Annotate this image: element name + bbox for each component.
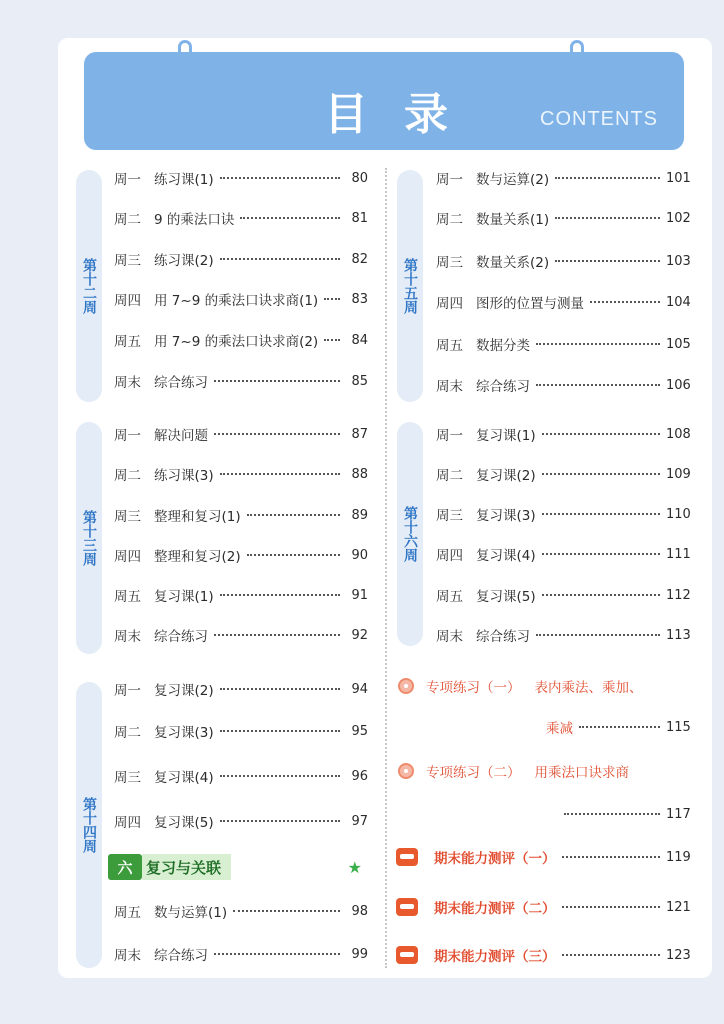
toc-title: 用 7~9 的乘法口诀求商(2) [154,334,319,350]
star-icon: ★ [347,857,362,877]
toc-entry[interactable] [114,584,368,606]
toc-title: 期末能力测评（三） [434,949,556,965]
toc-page: 96 [351,768,368,784]
leader-dots [562,954,661,956]
toc-day: 周四 [436,296,463,312]
leader-dots [562,906,661,908]
toc-day: 周一 [436,428,463,444]
toc-entry[interactable] [114,765,368,787]
toc-day: 周三 [114,770,141,786]
toc-title: 专项练习（二） [426,765,521,781]
toc-day: 周三 [436,255,463,271]
toc-title: 复习课(1) [476,428,536,444]
toc-subtitle: 乘减 [546,721,573,737]
toc-entry[interactable] [114,810,368,832]
toc-title: 综合练习 [154,629,208,645]
toc-page: 123 [666,947,691,963]
toc-title: 综合练习 [476,629,530,645]
leader-dots [214,634,340,636]
toc-title: 复习课(3) [154,725,214,741]
toc-day: 周二 [114,468,141,484]
toc-title: 数量关系(1) [476,212,550,228]
toc-subtitle: 表内乘法、乘加、 [534,680,643,696]
toc-entry[interactable] [436,543,691,565]
toc-day: 周末 [114,629,141,645]
special-practice-entry[interactable] [398,760,688,782]
leader-dots [324,298,340,300]
leader-dots [536,343,660,345]
leader-dots [220,473,340,475]
toc-day: 周二 [114,725,141,741]
contents-header [84,52,684,150]
toc-day: 周四 [436,548,463,564]
toc-day: 周五 [436,589,463,605]
toc-page: 91 [351,587,368,603]
toc-page: 112 [666,587,691,603]
toc-page: 88 [351,466,368,482]
toc-page: 101 [666,170,691,186]
toc-day: 周一 [114,683,141,699]
toc-title: 整理和复习(2) [154,549,241,565]
toc-day: 周四 [114,293,141,309]
toc-page: 83 [351,291,368,307]
week-16-bar: 第十六周 [397,422,423,646]
toc-title: 整理和复习(1) [154,509,241,525]
unit-title: 复习与关联 [142,854,231,880]
toc-page: 82 [351,251,368,267]
toc-page: 109 [666,466,691,482]
graduation-cap-icon [396,946,418,964]
toc-page: 85 [351,373,368,389]
week-14-bar: 第十四周 [76,682,102,968]
toc-entry[interactable] [436,333,691,355]
leader-dots [220,775,340,777]
page-title: 目录 [324,89,484,140]
leader-dots [542,553,660,555]
toc-title: 复习课(4) [476,548,536,564]
leader-dots [555,177,660,179]
leader-dots [555,217,660,219]
week-13-bar: 第十三周 [76,422,102,654]
toc-entry[interactable] [114,463,368,485]
toc-day: 周五 [114,589,141,605]
final-exam-entry[interactable] [396,846,691,868]
leader-dots [220,730,340,732]
leader-dots [220,177,340,179]
leader-dots [214,433,340,435]
leader-dots [542,433,660,435]
toc-page: 110 [666,506,691,522]
leader-dots [233,910,340,912]
toc-entry[interactable] [114,720,368,742]
week-15-bar: 第十五周 [397,170,423,402]
toc-title: 复习课(3) [476,508,536,524]
toc-title: 复习课(1) [154,589,214,605]
toc-day: 周四 [114,815,141,831]
leader-dots [579,726,660,728]
toc-title: 9 的乘法口诀 [154,212,235,228]
leader-dots [247,554,340,556]
toc-entry[interactable] [436,374,691,396]
toc-day: 周五 [114,905,141,921]
toc-title: 综合练习 [476,379,530,395]
toc-title: 解决问题 [154,428,208,444]
toc-page: 108 [666,426,691,442]
toc-day: 周一 [436,172,463,188]
toc-page: 105 [666,336,691,352]
toc-title: 综合练习 [154,375,208,391]
graduation-cap-icon [396,898,418,916]
toc-title: 复习课(5) [154,815,214,831]
leader-dots [214,380,340,382]
leader-dots [220,820,340,822]
leader-dots [240,217,340,219]
unit-badge: 六 [108,854,142,880]
toc-day: 周二 [436,468,463,484]
toc-entry[interactable] [436,503,691,525]
toc-day: 周末 [114,375,141,391]
toc-day: 周二 [436,212,463,228]
toc-title: 用 7~9 的乘法口诀求商(1) [154,293,319,309]
toc-page: 117 [666,806,691,822]
toc-day: 周末 [436,379,463,395]
toc-title: 专项练习（一） [426,680,521,696]
toc-page: 99 [351,946,368,962]
toc-page: 104 [666,294,691,310]
toc-title: 复习课(2) [154,683,214,699]
toc-title: 期末能力测评（一） [434,851,556,867]
toc-entry[interactable] [114,943,368,965]
practice-icon [398,763,414,779]
final-exam-entry[interactable] [396,944,691,966]
toc-entry[interactable] [436,207,691,229]
toc-entry[interactable] [114,207,368,229]
leader-dots [562,856,661,858]
toc-title: 复习课(5) [476,589,536,605]
toc-entry[interactable] [114,900,368,922]
toc-page: 115 [666,719,691,735]
toc-entry[interactable] [114,423,368,445]
leader-dots [220,594,340,596]
toc-page: 121 [666,899,691,915]
toc-page: 89 [351,507,368,523]
toc-page: 113 [666,627,691,643]
toc-day: 周一 [114,172,141,188]
toc-day: 周三 [114,253,141,269]
toc-day: 周一 [114,428,141,444]
toc-page: 87 [351,426,368,442]
special-practice-continuation [546,716,691,738]
toc-entry[interactable] [114,624,368,646]
toc-title: 练习课(1) [154,172,214,188]
toc-page: 111 [666,546,691,562]
toc-title: 数量关系(2) [476,255,550,271]
toc-entry[interactable] [436,167,691,189]
leader-dots [542,594,660,596]
toc-day: 周四 [114,549,141,565]
toc-title: 复习课(4) [154,770,214,786]
toc-title: 数与运算(2) [476,172,550,188]
leader-dots [536,634,660,636]
practice-icon [398,678,414,694]
toc-day: 周三 [114,509,141,525]
toc-page: 102 [666,210,691,226]
toc-entry[interactable] [436,624,691,646]
toc-page: 98 [351,903,368,919]
leader-dots [220,258,340,260]
toc-entry[interactable] [114,329,368,351]
toc-day: 周五 [436,338,463,354]
toc-title: 练习课(2) [154,253,214,269]
toc-day: 周五 [114,334,141,350]
toc-title: 数与运算(1) [154,905,228,921]
toc-entry[interactable] [436,250,691,272]
toc-day: 周二 [114,212,141,228]
toc-page: 92 [351,627,368,643]
leader-dots [214,953,340,955]
leader-dots [247,514,340,516]
toc-page: 95 [351,723,368,739]
toc-page: 81 [351,210,368,226]
toc-day: 周末 [436,629,463,645]
toc-title: 复习课(2) [476,468,536,484]
toc-entry[interactable] [436,291,691,313]
toc-entry[interactable] [114,544,368,566]
toc-entry[interactable] [114,370,368,392]
toc-page: 84 [351,332,368,348]
toc-entry[interactable] [114,678,368,700]
leader-dots [220,688,340,690]
unit-6-header [108,853,362,881]
leader-dots [590,301,660,303]
toc-page: 106 [666,377,691,393]
toc-page: 80 [351,170,368,186]
leader-dots [542,513,660,515]
toc-title: 数据分类 [476,338,530,354]
toc-entry[interactable] [436,423,691,445]
toc-entry[interactable] [114,504,368,526]
toc-entry[interactable] [114,167,368,189]
leader-dots [536,384,660,386]
toc-day: 周末 [114,948,141,964]
leader-dots [564,813,660,815]
page-subtitle: CONTENTS [540,108,658,130]
toc-title: 练习课(3) [154,468,214,484]
special-practice-continuation [558,803,691,825]
toc-entry[interactable] [436,584,691,606]
special-practice-entry[interactable] [398,675,688,697]
toc-page: 119 [666,849,691,865]
toc-entry[interactable] [114,288,368,310]
toc-page: 90 [351,547,368,563]
leader-dots [555,260,660,262]
toc-page: 97 [351,813,368,829]
final-exam-entry[interactable] [396,896,691,918]
toc-subtitle: 用乘法口诀求商 [534,765,629,781]
leader-dots [324,339,340,341]
toc-title: 综合练习 [154,948,208,964]
column-divider [385,168,387,968]
week-12-bar: 第十二周 [76,170,102,402]
toc-page: 94 [351,681,368,697]
toc-title: 图形的位置与测量 [476,296,584,312]
toc-entry[interactable] [436,463,691,485]
toc-page: 103 [666,253,691,269]
graduation-cap-icon [396,848,418,866]
toc-day: 周三 [436,508,463,524]
toc-title: 期末能力测评（二） [434,901,556,917]
leader-dots [542,473,660,475]
toc-entry[interactable] [114,248,368,270]
